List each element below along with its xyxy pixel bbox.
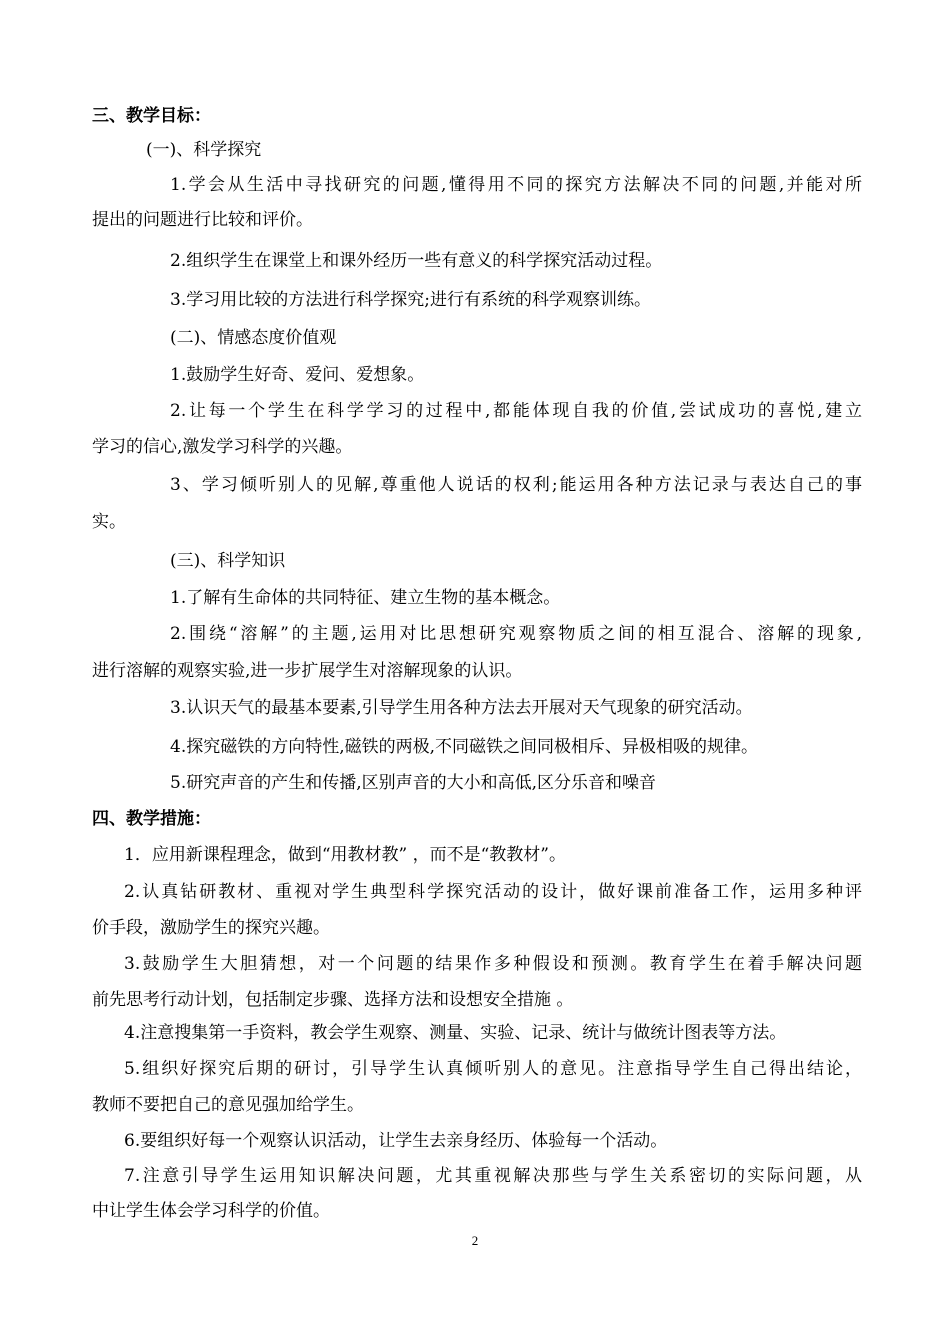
- paragraph-line: 价手段，激励学生的探究兴趣。: [92, 918, 330, 938]
- paragraph-line: 3.认识天气的最基本要素,引导学生用各种方法去开展对天气现象的研究活动。: [170, 698, 753, 718]
- paragraph-line: 3.学习用比较的方法进行科学探究;进行有系统的科学观察训练。: [170, 290, 651, 310]
- section-3-title: 三、教学目标：: [92, 106, 211, 126]
- paragraph-line: 1．应用新课程理念，做到“用教材教” ，而不是“教教材”。: [124, 845, 566, 865]
- paragraph-line: 6.要组织好每一个观察认识活动，让学生去亲身经历、体验每一个活动。: [124, 1131, 668, 1151]
- paragraph-line: 2.组织学生在课堂上和课外经历一些有意义的科学探究活动过程。: [170, 251, 663, 271]
- paragraph-line: 1.了解有生命体的共同特征、建立生物的基本概念。: [170, 588, 561, 608]
- section-4-title: 四、教学措施：: [92, 809, 211, 829]
- paragraph-line: 进行溶解的观察实验,进一步扩展学生对溶解现象的认识。: [92, 661, 523, 681]
- paragraph-line: 实。: [92, 512, 126, 532]
- subsection-2-title: (二)、情感态度价值观: [170, 328, 337, 348]
- paragraph-line: 3、学习倾听别人的见解,尊重他人说话的权利;能运用各种方法记录与表达自己的事: [170, 475, 862, 495]
- paragraph-line: 中让学生体会学习科学的价值。: [92, 1201, 330, 1221]
- paragraph-line: 提出的问题进行比较和评价。: [92, 210, 313, 230]
- paragraph-line: 2.让每一个学生在科学学习的过程中,都能体现自我的价值,尝试成功的喜悦,建立: [170, 401, 862, 421]
- paragraph-line: 1.鼓励学生好奇、爱问、爱想象。: [170, 365, 425, 385]
- paragraph-line: 5.组织好探究后期的研讨，引导学生认真倾听别人的意见。注意指导学生自己得出结论，: [124, 1059, 862, 1079]
- paragraph-line: 7.注意引导学生运用知识解决问题，尤其重视解决那些与学生关系密切的实际问题，从: [124, 1166, 862, 1186]
- paragraph-line: 2.围绕“溶解”的主题,运用对比思想研究观察物质之间的相互混合、溶解的现象,: [170, 624, 862, 644]
- paragraph-line: 5.研究声音的产生和传播,区别声音的大小和高低,区分乐音和噪音: [170, 773, 657, 793]
- subsection-1-title: (一)、科学探究: [146, 140, 262, 160]
- paragraph-line: 2.认真钻研教材、重视对学生典型科学探究活动的设计，做好课前准备工作，运用多种评: [124, 882, 862, 902]
- paragraph-line: 1.学会从生活中寻找研究的问题,懂得用不同的探究方法解决不同的问题,并能对所: [170, 175, 862, 195]
- paragraph-line: 4.探究磁铁的方向特性,磁铁的两极,不同磁铁之间同极相斥、异极相吸的规律。: [170, 737, 759, 757]
- paragraph-line: 教师不要把自己的意见强加给学生。: [92, 1095, 364, 1115]
- page-number: 2: [471, 1233, 479, 1248]
- subsection-3-title: (三)、科学知识: [170, 551, 286, 571]
- paragraph-line: 4.注意搜集第一手资料，教会学生观察、测量、实验、记录、统计与做统计图表等方法。: [124, 1023, 787, 1043]
- paragraph-line: 前先思考行动计划，包括制定步骤、选择方法和设想安全措施 。: [92, 990, 574, 1010]
- paragraph-line: 3.鼓励学生大胆猜想，对一个问题的结果作多种假设和预测。教育学生在着手解决问题: [124, 954, 862, 974]
- paragraph-line: 学习的信心,激发学习科学的兴趣。: [92, 437, 353, 457]
